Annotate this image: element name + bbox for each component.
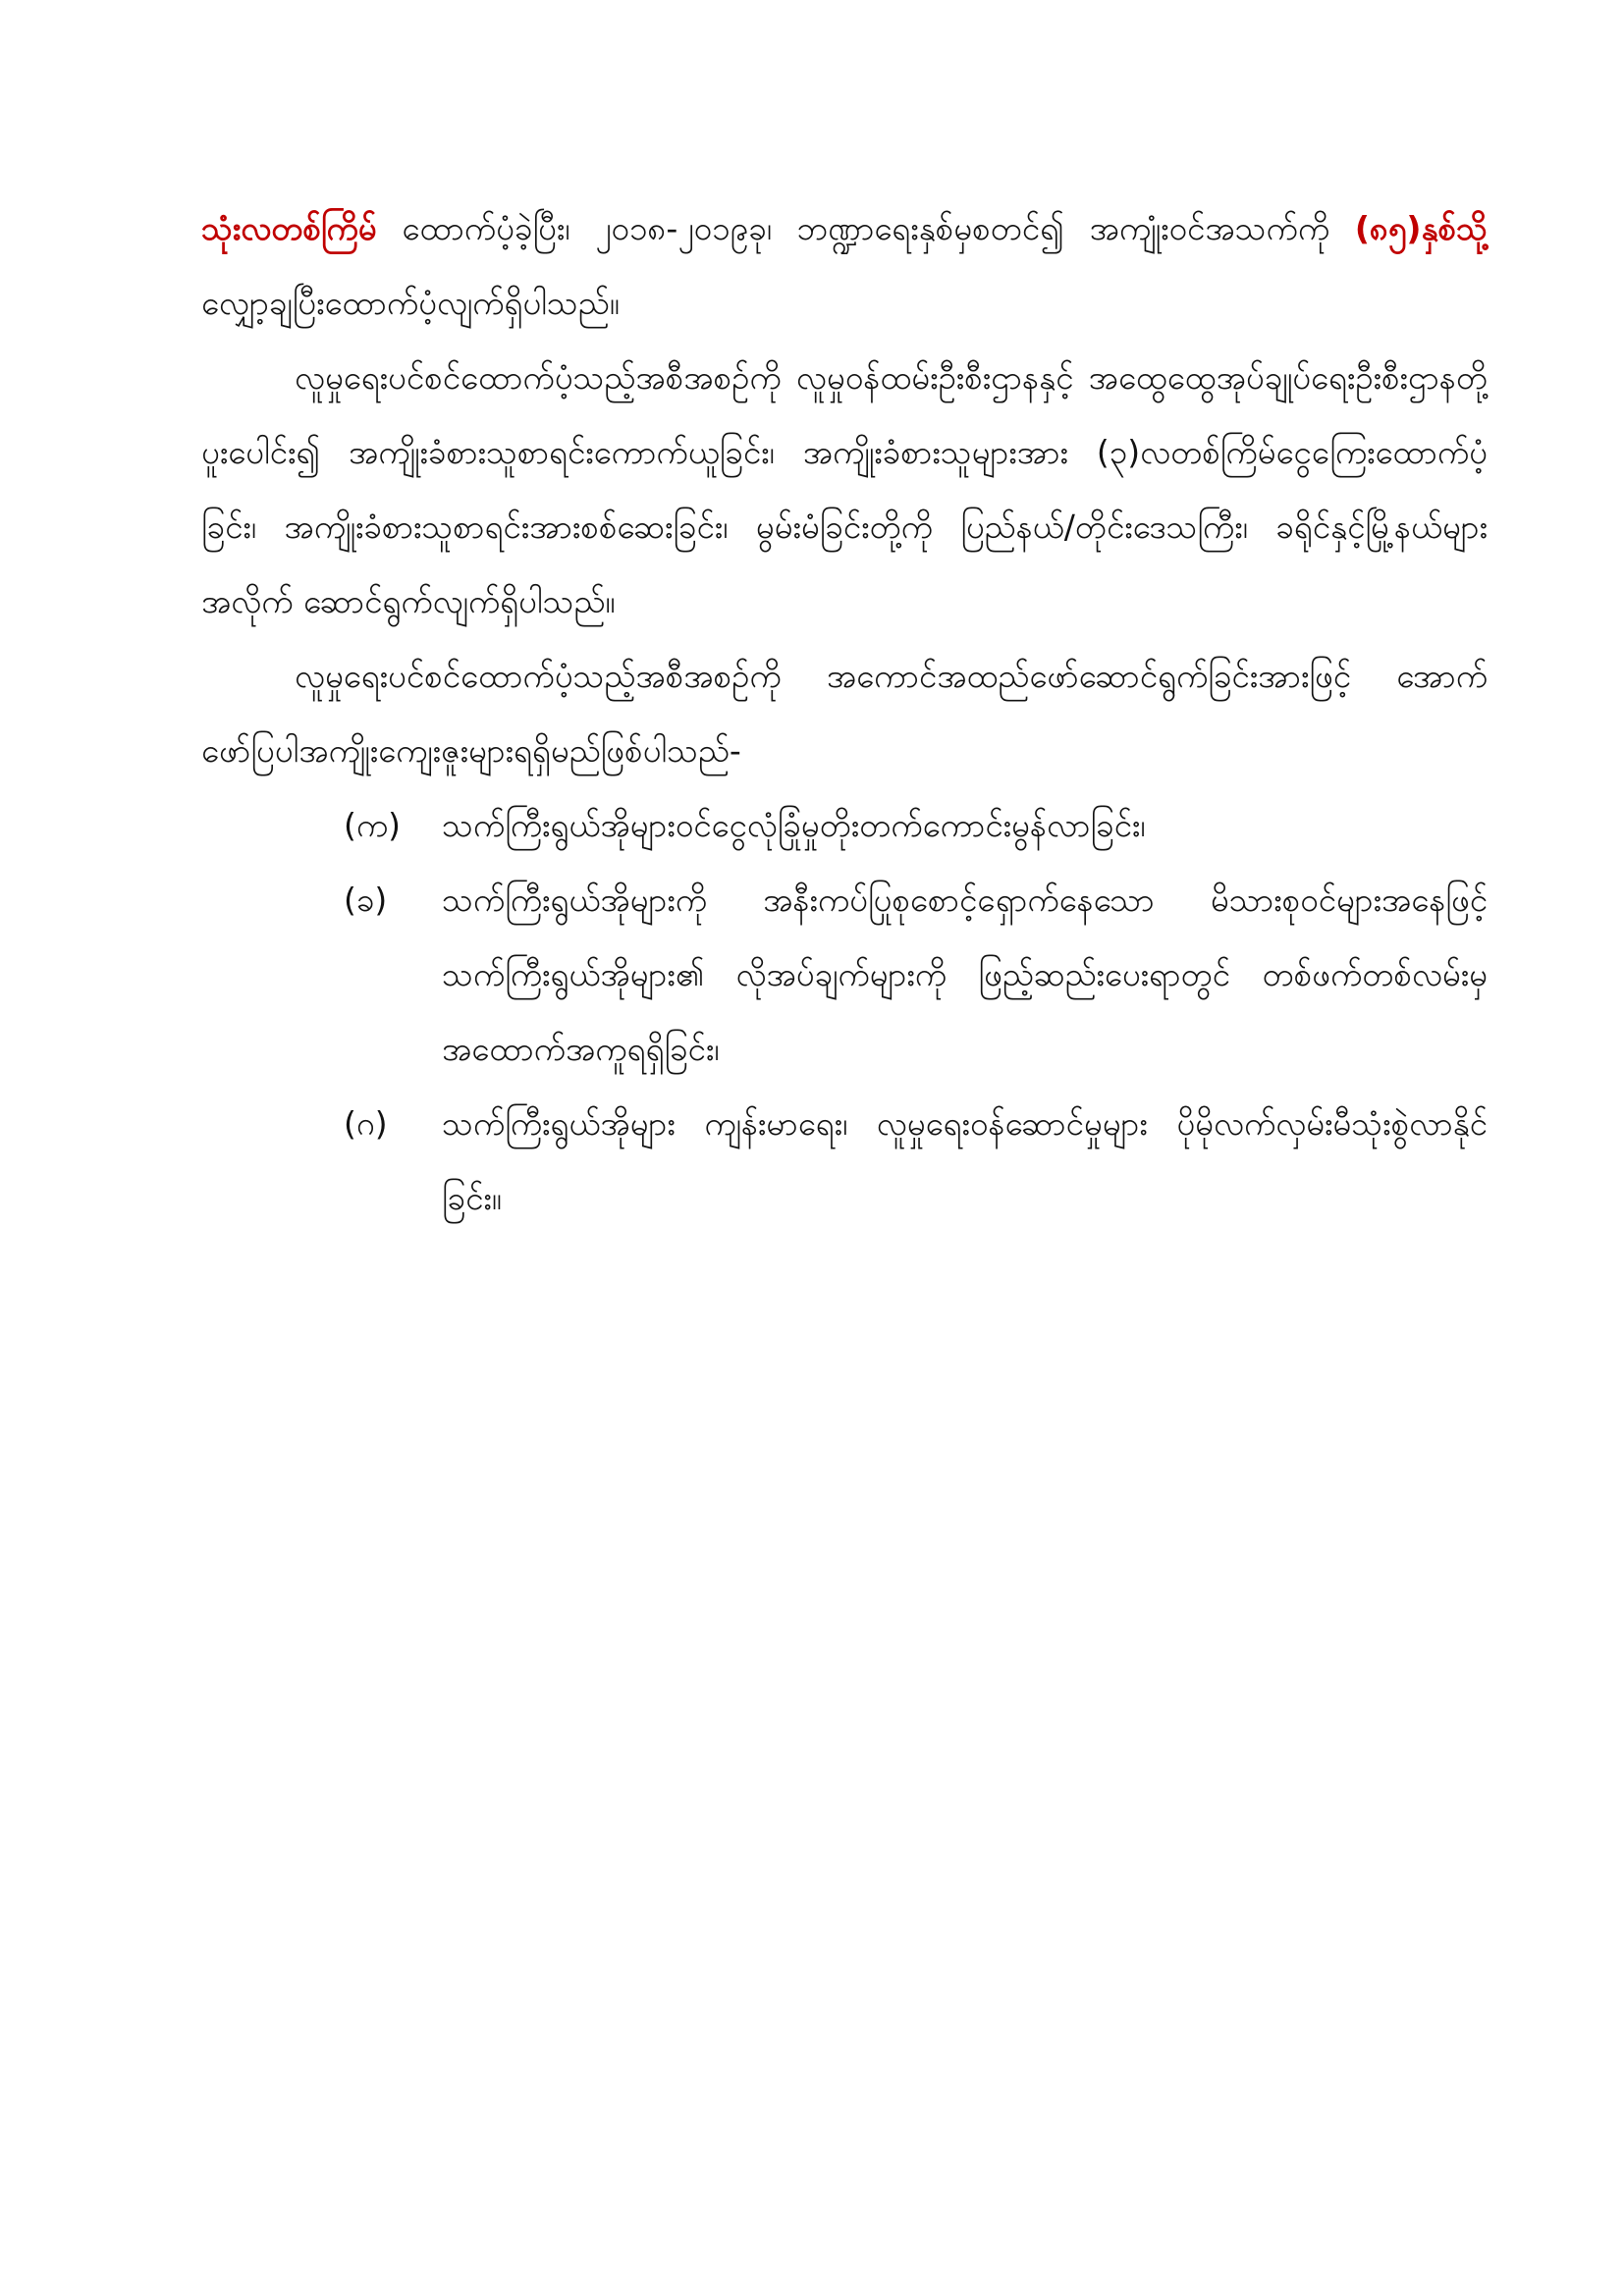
highlight-every-three-months: သုံးလတစ်ကြိမ် — [201, 209, 377, 247]
list-item — [344, 863, 1488, 1087]
document-body — [201, 191, 1488, 1236]
benefits-list — [201, 788, 1488, 1236]
list-item-marker: (က) — [344, 806, 402, 844]
list-item — [344, 788, 1488, 863]
list-item — [344, 1087, 1488, 1236]
paragraph-pension-frequency — [201, 191, 1488, 341]
paragraph-text-part-1: ထောက်ပံ့ခဲ့ပြီး၊ ၂၀၁၈-၂၀၁၉ခု၊ ဘဏ္ဍာရေးနှစ်မှစတင်၍ အကျုံးဝင်အသက်ကို — [376, 209, 1355, 247]
paragraph-implementation: လူမှုရေးပင်စင်ထောက်ပံ့သည့်အစီအစဉ်ကို လူမှုဝန်ထမ်းဦးစီးဌာနနှင့် အထွေထွေအုပ်ချုပ်ရေးဦးစီးဌာနတို့ပူးပေါင်း၍ အကျိုးခံစားသူစာရင်းကောက်ယူခြင်း၊ အကျိုးခံစားသူများအား (၃)လတစ်ကြိမ်ငွေကြေးထောက်ပံ့ခြင်း၊ အကျိုးခံစားသူစာရင်းအားစစ်ဆေးခြင်း၊ မွမ်းမံခြင်းတို့ကို ပြည်နယ်/တိုင်းဒေသကြီး၊ ခရိုင်နှင့်မြို့နယ်များအလိုက် ဆောင်ရွက်လျက်ရှိပါသည်။ — [201, 358, 1488, 620]
highlight-age-85: (၈၅)နှစ်သို့ — [1354, 209, 1488, 247]
list-item-text: သက်ကြီးရွယ်အိုများ ကျန်းမာရေး၊ လူမှုရေးဝန်ဆောင်မှုများ ပိုမိုလက်လှမ်းမီသုံးစွဲလာနိုင်ခြင်း။ — [442, 1104, 1488, 1217]
paragraph-benefits-intro: လူမှုရေးပင်စင်ထောက်ပံ့သည့်အစီအစဉ်ကို အကောင်အထည်ဖော်ဆောင်ရွက်ခြင်းအားဖြင့် အောက်ဖော်ပြပါအကျိုးကျေးဇူးများရရှိမည်ဖြစ်ပါသည်- — [201, 657, 1488, 770]
list-item-text: သက်ကြီးရွယ်အိုများကို အနီးကပ်ပြုစုစောင့်ရှောက်နေသော မိသားစုဝင်များအနေဖြင့် သက်ကြီးရွယ်အိုများ၏ လိုအပ်ချက်များကို ဖြည့်ဆည်းပေးရာတွင် တစ်ဖက်တစ်လမ်းမှအထောက်အကူရရှိခြင်း၊ — [442, 881, 1488, 1068]
paragraph-text-part-2: လျှော့ချပြီးထောက်ပံ့လျက်ရှိပါသည်။ — [201, 284, 620, 322]
list-item-text: သက်ကြီးရွယ်အိုများဝင်ငွေလုံခြုံမှုတိုးတက်ကောင်းမွန်လာခြင်း၊ — [442, 806, 1146, 844]
list-item-marker: (ဂ) — [344, 1104, 388, 1143]
list-item-marker: (ခ) — [344, 881, 388, 919]
